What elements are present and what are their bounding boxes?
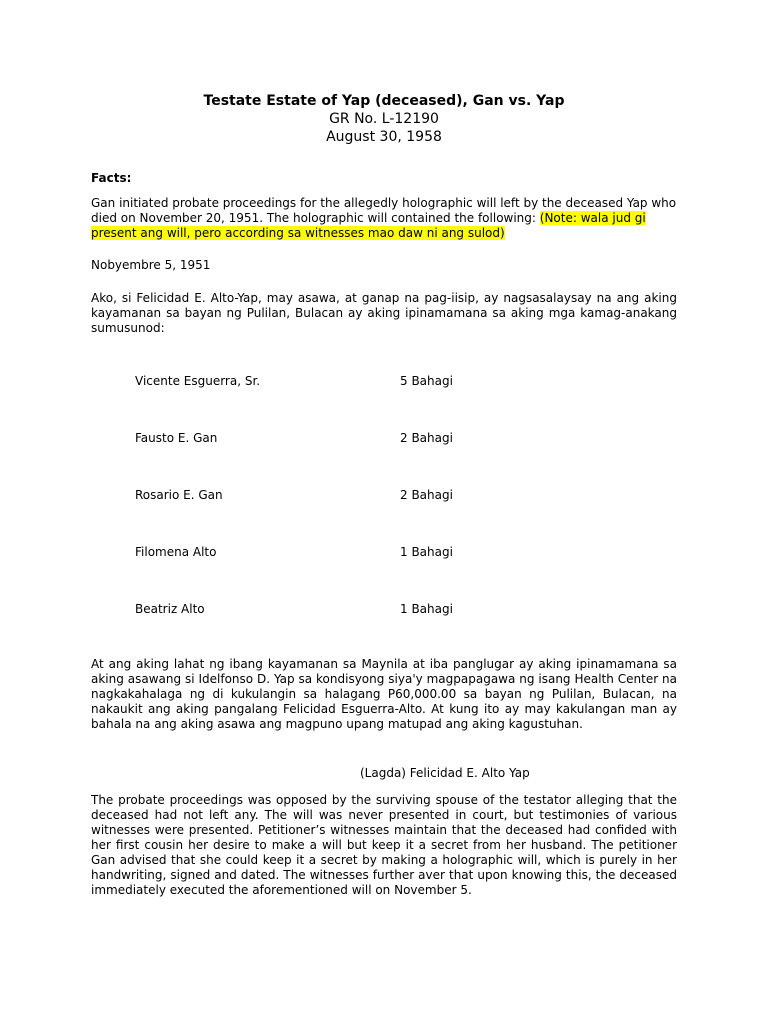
case-date: August 30, 1958	[326, 129, 442, 145]
heir-name: Vicente Esguerra, Sr.	[135, 374, 261, 388]
case-title: Testate Estate of Yap (deceased), Gan vs. Yap	[203, 93, 565, 109]
intro-text: Gan initiated probate proceedings for the allegedly holographic will left by the deceased Yap who died on November 20, 1951. The holographic will contained the following:	[91, 196, 677, 225]
heir-share: 2 Bahagi	[400, 431, 453, 445]
heir-name: Beatriz Alto	[135, 602, 205, 616]
case-gr-number: GR No. L-12190	[329, 111, 439, 127]
heir-share: 1 Bahagi	[400, 545, 453, 559]
facts-heading: Facts:	[91, 171, 132, 185]
intro-paragraph	[91, 196, 677, 241]
highlighted-note: (Note: wala jud gi present ang will, pero according sa witnesses mao daw ni ang sulod)	[91, 211, 646, 240]
bequest-paragraph: At ang aking lahat ng ibang kayamanan sa Maynila at iba panglugar ay aking ipinamamana sa aking asawang si Idelfonso D. Yap sa kondisyong siya'y magpapagawa ng isang Health Center na nagkakahalaga ng di kukulangin sa halagang P60,000.00 sa bayan ng Pulilan, Bulacan, na nakaukit ang aking pangalang Felicidad Esguerra-Alto. At kung ito ay may kakulangan man ay bahala na ang aking asawa ang magpuno upang matupad ang aking kagustuhan.	[91, 657, 677, 731]
will-signature: (Lagda) Felicidad E. Alto Yap	[360, 766, 530, 780]
heir-share: 5 Bahagi	[400, 374, 453, 388]
heir-share: 1 Bahagi	[400, 602, 453, 616]
will-opening-paragraph: Ako, si Felicidad E. Alto-Yap, may asawa, at ganap na pag-iisip, ay nagsasalaysay na ang aking kayamanan sa bayan ng Pulilan, Bulacan ay aking ipinamamana sa aking mga kamag-anakang sumusunod:	[91, 291, 677, 335]
heir-name: Filomena Alto	[135, 545, 217, 559]
case-header	[0, 92, 768, 146]
will-date: Nobyembre 5, 1951	[91, 258, 211, 272]
probate-paragraph: The probate proceedings was opposed by the surviving spouse of the testator alleging that the deceased had not left any. The will was never presented in court, but testimonies of various witnesses were presented. Petitioner’s witnesses maintain that the deceased had confided with her first cousin her desire to make a will but keep it a secret from her husband. The petitioner Gan advised that she could keep it a secret by making a holographic will, which is purely in her handwriting, signed and dated. The witnesses further aver that upon knowing this, the deceased immediately executed the aforementioned will on November 5.	[91, 793, 677, 897]
heir-share: 2 Bahagi	[400, 488, 453, 502]
heir-name: Rosario E. Gan	[135, 488, 223, 502]
heir-name: Fausto E. Gan	[135, 431, 218, 445]
